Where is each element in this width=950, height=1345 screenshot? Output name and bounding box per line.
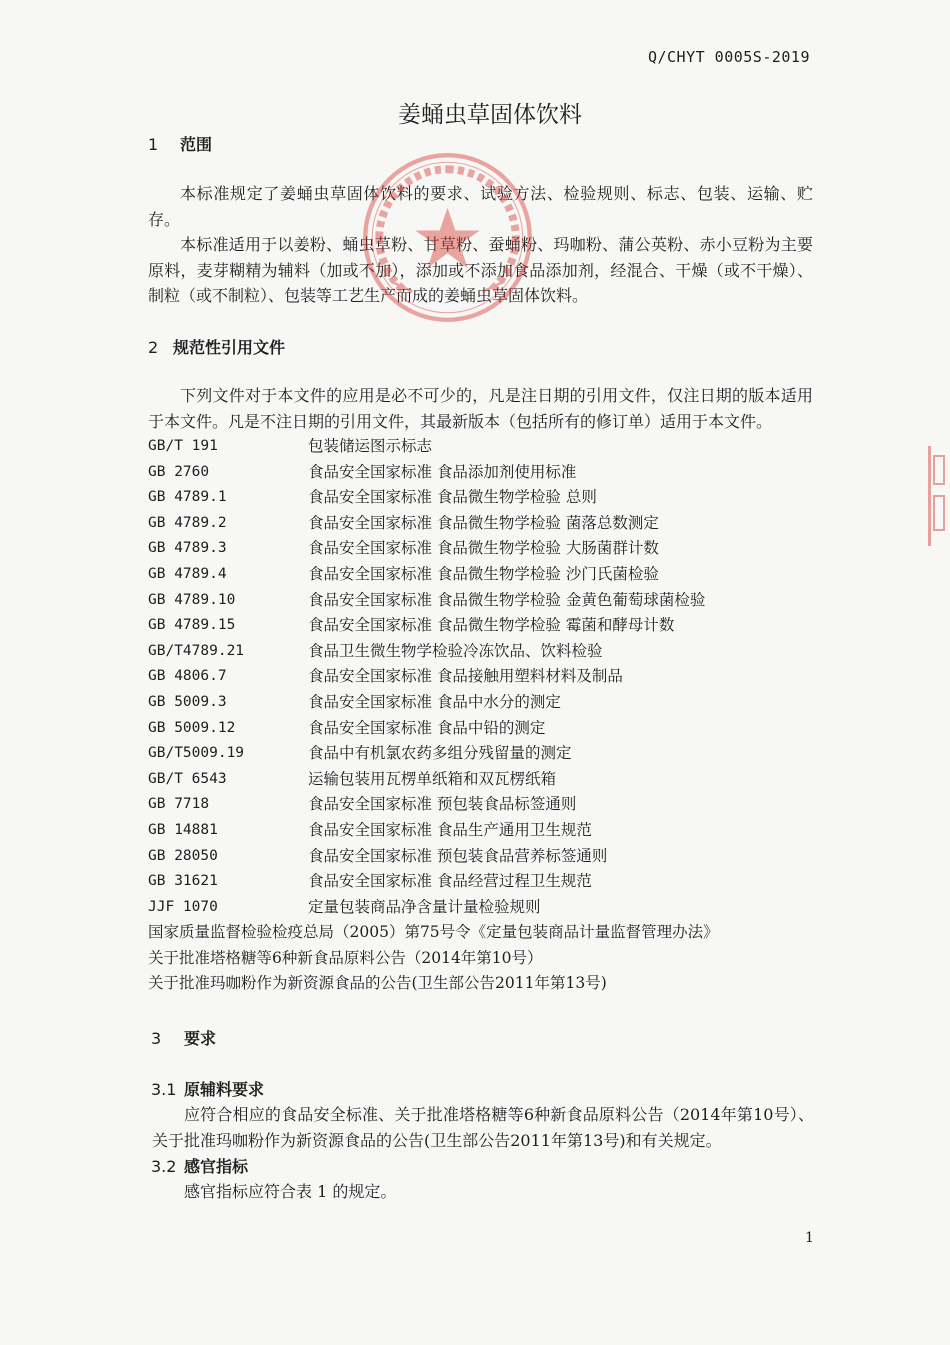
reference-title: 食品安全国家标准 食品经营过程卫生规范: [308, 872, 592, 891]
section-3-heading: [151, 1026, 216, 1049]
reference-code: GB 7718: [148, 796, 210, 813]
reference-code: GB/T5009.19: [148, 745, 245, 762]
reference-title: 食品安全国家标准 食品中水分的测定: [308, 692, 561, 711]
subsection-3-1-heading: [151, 1077, 264, 1100]
reference-title: 食品安全国家标准 食品中铅的测定: [308, 718, 546, 737]
reference-code: GB 4789.2: [148, 514, 227, 531]
section-2-title: 规范性引用文件: [173, 338, 286, 357]
reference-title: 包装储运图示标志: [308, 437, 433, 455]
reference-item: [148, 485, 818, 511]
reference-item: [148, 511, 818, 537]
reference-code: GB/T 6543: [148, 770, 227, 787]
reference-title: 食品安全国家标准 食品微生物学检验 霉菌和酵母计数: [308, 616, 675, 635]
reference-list: [148, 434, 818, 997]
subsection-3-2-heading: [151, 1154, 248, 1177]
reference-code: GB 4789.4: [148, 565, 227, 582]
reference-item: [148, 434, 818, 460]
reference-code: GB 4806.7: [148, 668, 227, 685]
section-2-number: 2: [148, 338, 159, 357]
reference-code: GB/T4789.21: [148, 642, 245, 659]
reference-title: 食品安全国家标准 食品微生物学检验 大肠菌群计数: [308, 539, 659, 558]
reference-item: [148, 818, 818, 844]
reference-title: 食品安全国家标准 食品微生物学检验 金黄色葡萄球菌检验: [308, 590, 706, 609]
subsection-3-2-title: 感官指标: [184, 1157, 249, 1176]
reference-title: 食品安全国家标准 食品接触用塑料材料及制品: [308, 667, 623, 686]
scope-paragraph-1: 本标准规定了姜蛹虫草固体饮料的要求、试验方法、检验规则、标志、包装、运输、贮存。: [148, 184, 813, 229]
reference-item: [148, 690, 818, 716]
reference-title: 食品安全国家标准 预包装食品营养标签通则: [308, 846, 608, 865]
reference-title: 定量包装商品净含量计量检验规则: [308, 897, 541, 916]
reference-title: 食品安全国家标准 食品微生物学检验 菌落总数测定: [308, 513, 659, 532]
subsection-3-1-title: 原辅料要求: [184, 1080, 265, 1099]
section-3-number: 3: [151, 1029, 162, 1048]
reference-item: [148, 664, 818, 690]
page-number: 1: [805, 1230, 814, 1246]
reference-code: JJF 1070: [148, 898, 218, 915]
reference-title: 食品卫生微生物学检验冷冻饮品、饮料检验: [308, 641, 603, 660]
reference-item: [148, 639, 818, 665]
reference-code: GB 4789.10: [148, 591, 236, 608]
reference-code: GB/T 191: [148, 438, 218, 454]
reference-title: 食品安全国家标准 食品生产通用卫生规范: [308, 820, 592, 839]
scope-paragraph-2: 本标准适用于以姜粉、蛹虫草粉、甘草粉、蚕蛹粉、玛咖粉、蒲公英粉、赤小豆粉为主要原料，麦芽糊精为辅料（加或不加），添加或不添加食品添加剂，经混合、干燥（或不干燥）、制粒（或不制粒）、包装等工艺生产而成的姜蛹虫草固体饮料。: [148, 235, 813, 306]
sensory-requirement: 感官指标应符合表 1 的规定。: [184, 1182, 397, 1201]
reference-title: 食品安全国家标准 食品微生物学检验 总则: [308, 488, 597, 507]
reference-item: [148, 460, 818, 486]
reference-item: [148, 767, 818, 793]
reference-item: [148, 536, 818, 562]
reference-title: 食品安全国家标准 食品微生物学检验 沙门氏菌检验: [308, 564, 659, 583]
reference-item: [148, 869, 818, 895]
reference-item: [148, 844, 818, 870]
subsection-3-2-number: 3.2: [151, 1157, 177, 1176]
section-1-number: 1: [148, 135, 159, 154]
reference-code: GB 28050: [148, 847, 218, 864]
reference-title: 运输包装用瓦楞单纸箱和双瓦楞纸箱: [308, 769, 557, 788]
reference-code: GB 14881: [148, 821, 218, 838]
reference-code: GB 5009.3: [148, 693, 227, 710]
edge-stamp-mark: [928, 446, 950, 546]
reference-regulation: 国家质量监督检验检疫总局（2005）第75号令《定量包装商品计量监督管理办法》: [148, 923, 719, 942]
reference-item: [148, 895, 818, 921]
section-1-heading: [148, 132, 212, 155]
reference-item: [148, 741, 818, 767]
reference-code: GB 5009.12: [148, 719, 236, 736]
reference-code: GB 2760: [148, 463, 210, 480]
reference-regulation: 关于批准玛咖粉作为新资源食品的公告(卫生部公告2011年第13号): [148, 974, 607, 993]
document-title: 姜蛹虫草固体饮料: [398, 102, 582, 128]
reference-item: [148, 562, 818, 588]
reference-item: [148, 716, 818, 742]
raw-material-requirement: 应符合相应的食品安全标准、关于批准塔格糖等6种新食品原料公告（2014年第10号）、关于批准玛咖粉作为新资源食品的公告(卫生部公告2011年第13号)和有关规定。: [152, 1105, 814, 1150]
reference-title: 食品安全国家标准 食品添加剂使用标准: [308, 462, 577, 481]
section-2-heading: [148, 335, 285, 358]
reference-title: 食品安全国家标准 预包装食品标签通则: [308, 795, 577, 814]
references-intro: 下列文件对于本文件的应用是必不可少的，凡是注日期的引用文件，仅注日期的版本适用于本文件。凡是不注日期的引用文件，其最新版本（包括所有的修订单）适用于本文件。: [148, 386, 813, 431]
reference-code: GB 31621: [148, 873, 218, 890]
section-1-title: 范围: [180, 135, 213, 154]
reference-code: GB 4789.1: [148, 489, 227, 506]
standard-code: Q/CHYT 0005S-2019: [647, 48, 810, 66]
reference-code: GB 4789.15: [148, 617, 236, 634]
reference-item: [148, 792, 818, 818]
reference-item: [148, 588, 818, 614]
reference-title: 食品中有机氯农药多组分残留量的测定: [308, 744, 572, 763]
reference-code: GB 4789.3: [148, 540, 227, 557]
subsection-3-1-number: 3.1: [151, 1080, 177, 1099]
reference-regulation: 关于批准塔格糖等6种新食品原料公告（2014年第10号）: [148, 948, 543, 967]
reference-item: [148, 613, 818, 639]
section-3-title: 要求: [184, 1029, 217, 1048]
